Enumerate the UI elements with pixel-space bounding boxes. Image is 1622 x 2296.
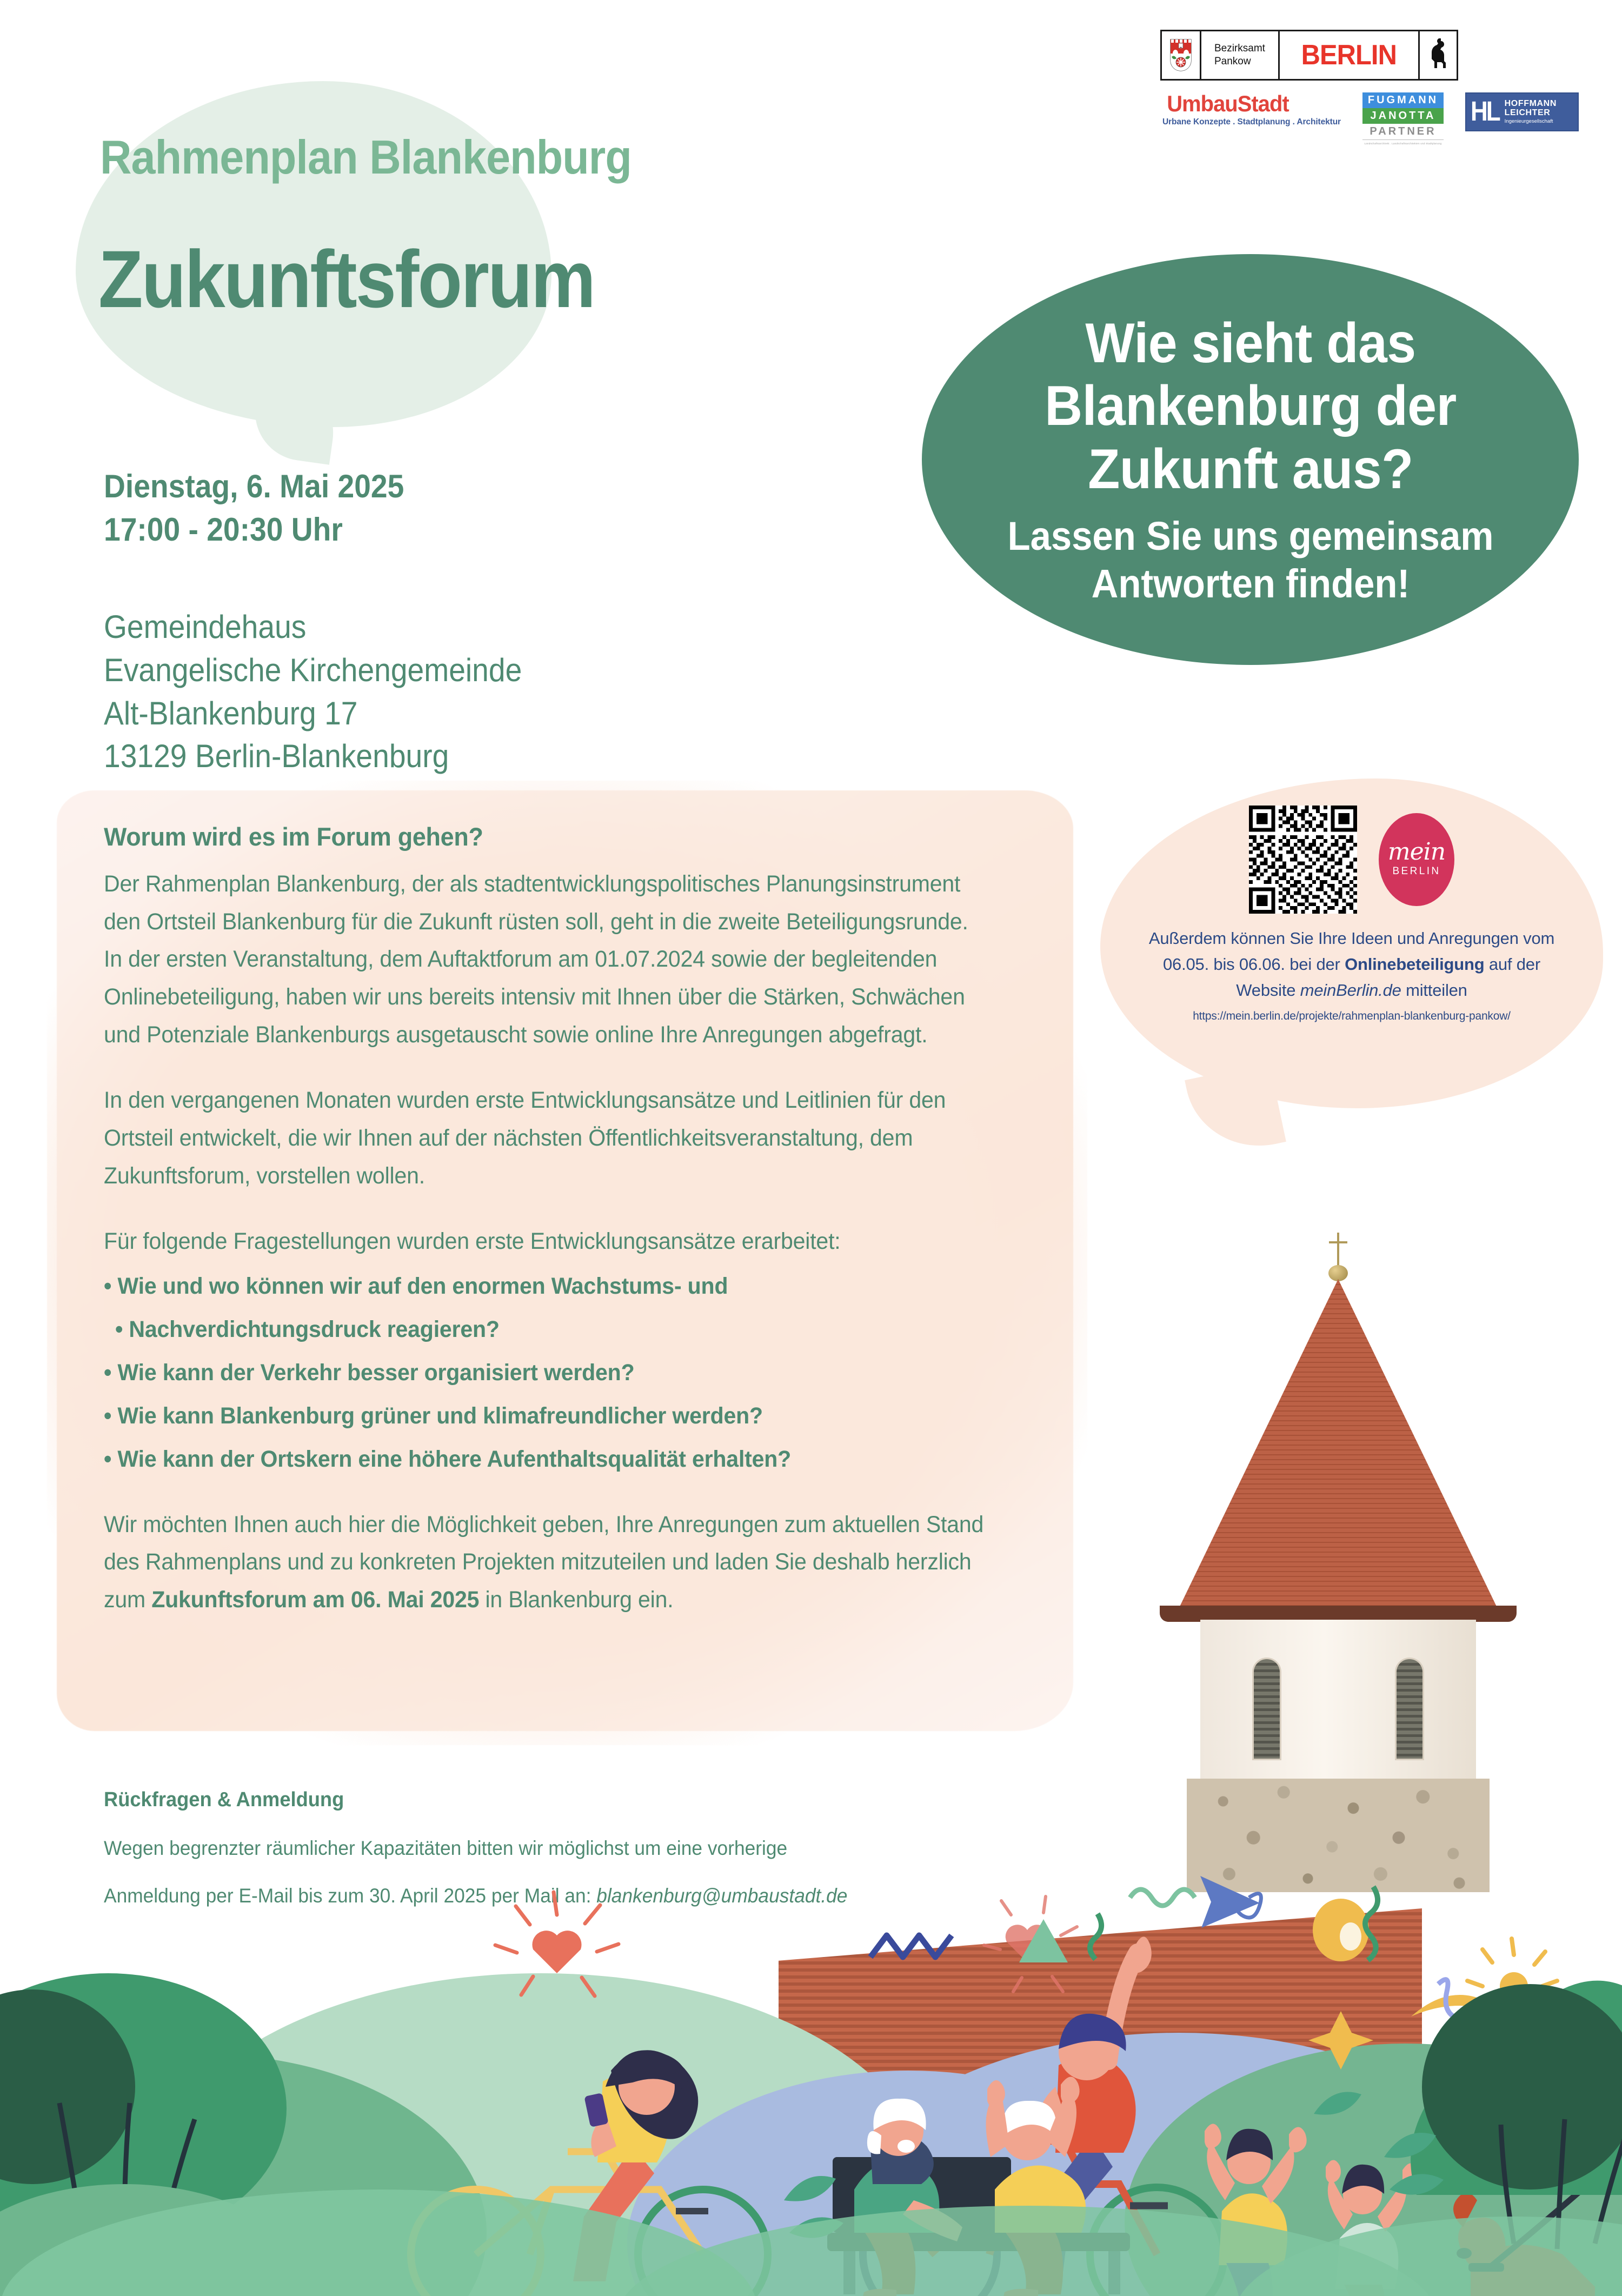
online-text-b: auf der Website	[1236, 955, 1540, 1000]
callout-subline: Lassen Sie uns gemeinsam Antworten finden!	[1007, 514, 1493, 606]
content-heading: Worum wird es im Forum gehen?	[104, 822, 483, 851]
question-list	[104, 1268, 992, 1478]
closing-text-a: Wir möchten Ihnen auch hier die Möglichkeit geben, Ihre Anregungen zum aktuellen Stand des Rahmenplans und zu konkreten Projekten mitzuteilen und laden Sie deshalb herzlich zum	[104, 1511, 984, 1613]
registration-email-address[interactable]: blankenburg@umbaustadt.de	[596, 1884, 848, 1907]
event-datetime	[104, 465, 404, 551]
district-office-label	[1209, 42, 1271, 69]
main-content	[104, 822, 992, 1647]
berlin-wordmark: BERLIN	[1301, 39, 1397, 71]
question-item-1: • Wie und wo können wir auf den enormen Wachstums- und	[104, 1268, 992, 1305]
berlin-bear-icon	[1427, 38, 1449, 72]
content-paragraph-1: Der Rahmenplan Blankenburg, der als stadtentwicklungspolitisches Planungsinstrument den Ortsteil Blankenburg für die Zukunft rüsten soll, geht in die zweite Beteiligungsrunde. In der ersten Veranstaltung, dem Auftaktforum am 01.07.2024 sowie der begleitenden Onlinebeteiligung, haben wir uns bereits intensiv mit Ihnen über die Stärken, Schwächen und Potenziale Blankenburgs ausgetauscht sowie online Ihre Anregungen abgefragt.	[104, 871, 968, 1048]
question-item-2: • Wie kann der Verkehr besser organisiert werden?	[104, 1355, 992, 1392]
fugmann-line3: PARTNER	[1362, 124, 1444, 140]
online-text-a: Außerdem können Sie Ihre Ideen und Anregungen vom 06.05. bis 06.06. bei der	[1148, 929, 1555, 974]
online-participation-content	[1100, 778, 1603, 1108]
meinberlin-logo[interactable]	[1379, 813, 1454, 906]
content-paragraph-2: In den vergangenen Monaten wurden erste Entwicklungsansätze und Leitlinien für den Ortsteil entwickelt, die wir Ihnen auf der nächsten Öffentlichkeitsveranstaltung, dem Zukunftsforum, vorstellen wollen.	[104, 1087, 946, 1189]
question-item-3: • Wie kann Blankenburg grüner und klimafreundlicher werden?	[104, 1398, 992, 1435]
church-window-right	[1395, 1658, 1424, 1760]
closing-text-b: in Blankenburg ein.	[479, 1586, 674, 1613]
content-closing-paragraph	[104, 1506, 992, 1619]
pankow-coat-of-arms-icon	[1169, 38, 1192, 72]
fugmann-line2: JANOTTA	[1362, 108, 1444, 124]
berlin-bear-cell	[1420, 31, 1457, 79]
hoffmann-leichter-text	[1505, 99, 1557, 124]
event-venue-address	[104, 605, 522, 778]
district-office-line2: Pankow	[1214, 56, 1251, 67]
church-window-left	[1252, 1658, 1281, 1760]
umbaustadt-name: UmbauStadt	[1167, 91, 1289, 116]
hoffmann-line1: HOFFMANN	[1504, 99, 1557, 109]
district-office-line1: Bezirksamt	[1214, 42, 1265, 54]
planning-partner-logos	[1160, 92, 1579, 147]
fugmann-janotta-partner-logo	[1362, 92, 1444, 147]
question-list-intro: Für folgende Fragestellungen wurden erste Entwicklungsansätze erarbeitet:	[104, 1228, 841, 1255]
question-item-1-continued: • Nachverdichtungsdruck reagieren?	[104, 1312, 992, 1348]
registration-email-prefix: Anmeldung per E-Mail bis zum 30. April 2025 per Mail an:	[104, 1884, 597, 1907]
callout-oval	[922, 254, 1579, 665]
poster-kicker: Rahmenplan Blankenburg	[100, 130, 631, 184]
event-time: 17:00 - 20:30 Uhr	[104, 511, 343, 548]
online-text-bold: Onlinebeteiligung	[1345, 955, 1485, 974]
hoffmann-line3: Ingenieurgesellschaft	[1504, 118, 1553, 124]
online-participation-url[interactable]: https://mein.berlin.de/projekte/rahmenplan-blankenburg-pankow/	[1193, 1010, 1511, 1023]
meinberlin-word: BERLIN	[1392, 866, 1441, 877]
venue-org: Evangelische Kirchengemeinde	[104, 651, 522, 688]
berlin-authority-logo	[1160, 30, 1458, 81]
qr-code-icon[interactable]	[1249, 806, 1357, 914]
hoffmann-leichter-mark: HL	[1471, 96, 1499, 127]
online-participation-marks	[1249, 806, 1454, 914]
bottom-illustration	[0, 1854, 1622, 2296]
pankow-coat-of-arms-cell	[1162, 31, 1201, 79]
venue-city: 13129 Berlin-Blankenburg	[104, 738, 449, 775]
closing-event-highlight: Zukunftsforum am 06. Mai 2025	[151, 1586, 480, 1613]
online-text-italic: meinBerlin.de	[1300, 981, 1401, 1000]
question-item-4: • Wie kann der Ortskern eine höhere Aufenthaltsqualität erhalten?	[104, 1441, 992, 1478]
page-title: Zukunftsforum	[98, 234, 595, 324]
hoffmann-line2: LEICHTER	[1504, 108, 1551, 118]
registration-note: Wegen begrenzter räumlicher Kapazitäten bitten wir möglichst um eine vorherige	[104, 1837, 788, 1859]
online-text-c: mitteilen	[1401, 981, 1467, 1000]
fugmann-line1: FUGMANN	[1362, 92, 1444, 108]
community-scene-illustration	[0, 1854, 1622, 2296]
hoffmann-leichter-logo	[1465, 92, 1579, 131]
online-participation-text	[1138, 926, 1565, 1003]
registration-heading: Rückfragen & Anmeldung	[104, 1788, 344, 1811]
logo-bar	[1160, 30, 1579, 147]
venue-street: Alt-Blankenburg 17	[104, 695, 358, 731]
meinberlin-script: mein	[1387, 837, 1446, 866]
venue-name: Gemeindehaus	[104, 609, 307, 645]
church-cross-icon	[1337, 1233, 1339, 1266]
event-date: Dienstag, 6. Mai 2025	[104, 468, 404, 504]
callout-question: Wie sieht das Blankenburg der Zukunft aus?	[1044, 311, 1457, 501]
church-tower-body	[1200, 1620, 1476, 1782]
district-office-label-cell	[1201, 31, 1280, 79]
fugmann-line4: Landschaftsarchitekt . Landschaftsarchitekten und Stadtplanung	[1362, 140, 1444, 147]
umbaustadt-tagline: Urbane Konzepte . Stadtplanung . Architektur	[1162, 117, 1341, 127]
church-tower-photo	[1127, 1233, 1549, 1887]
umbaustadt-logo	[1162, 92, 1341, 127]
berlin-wordmark-cell	[1280, 31, 1420, 79]
